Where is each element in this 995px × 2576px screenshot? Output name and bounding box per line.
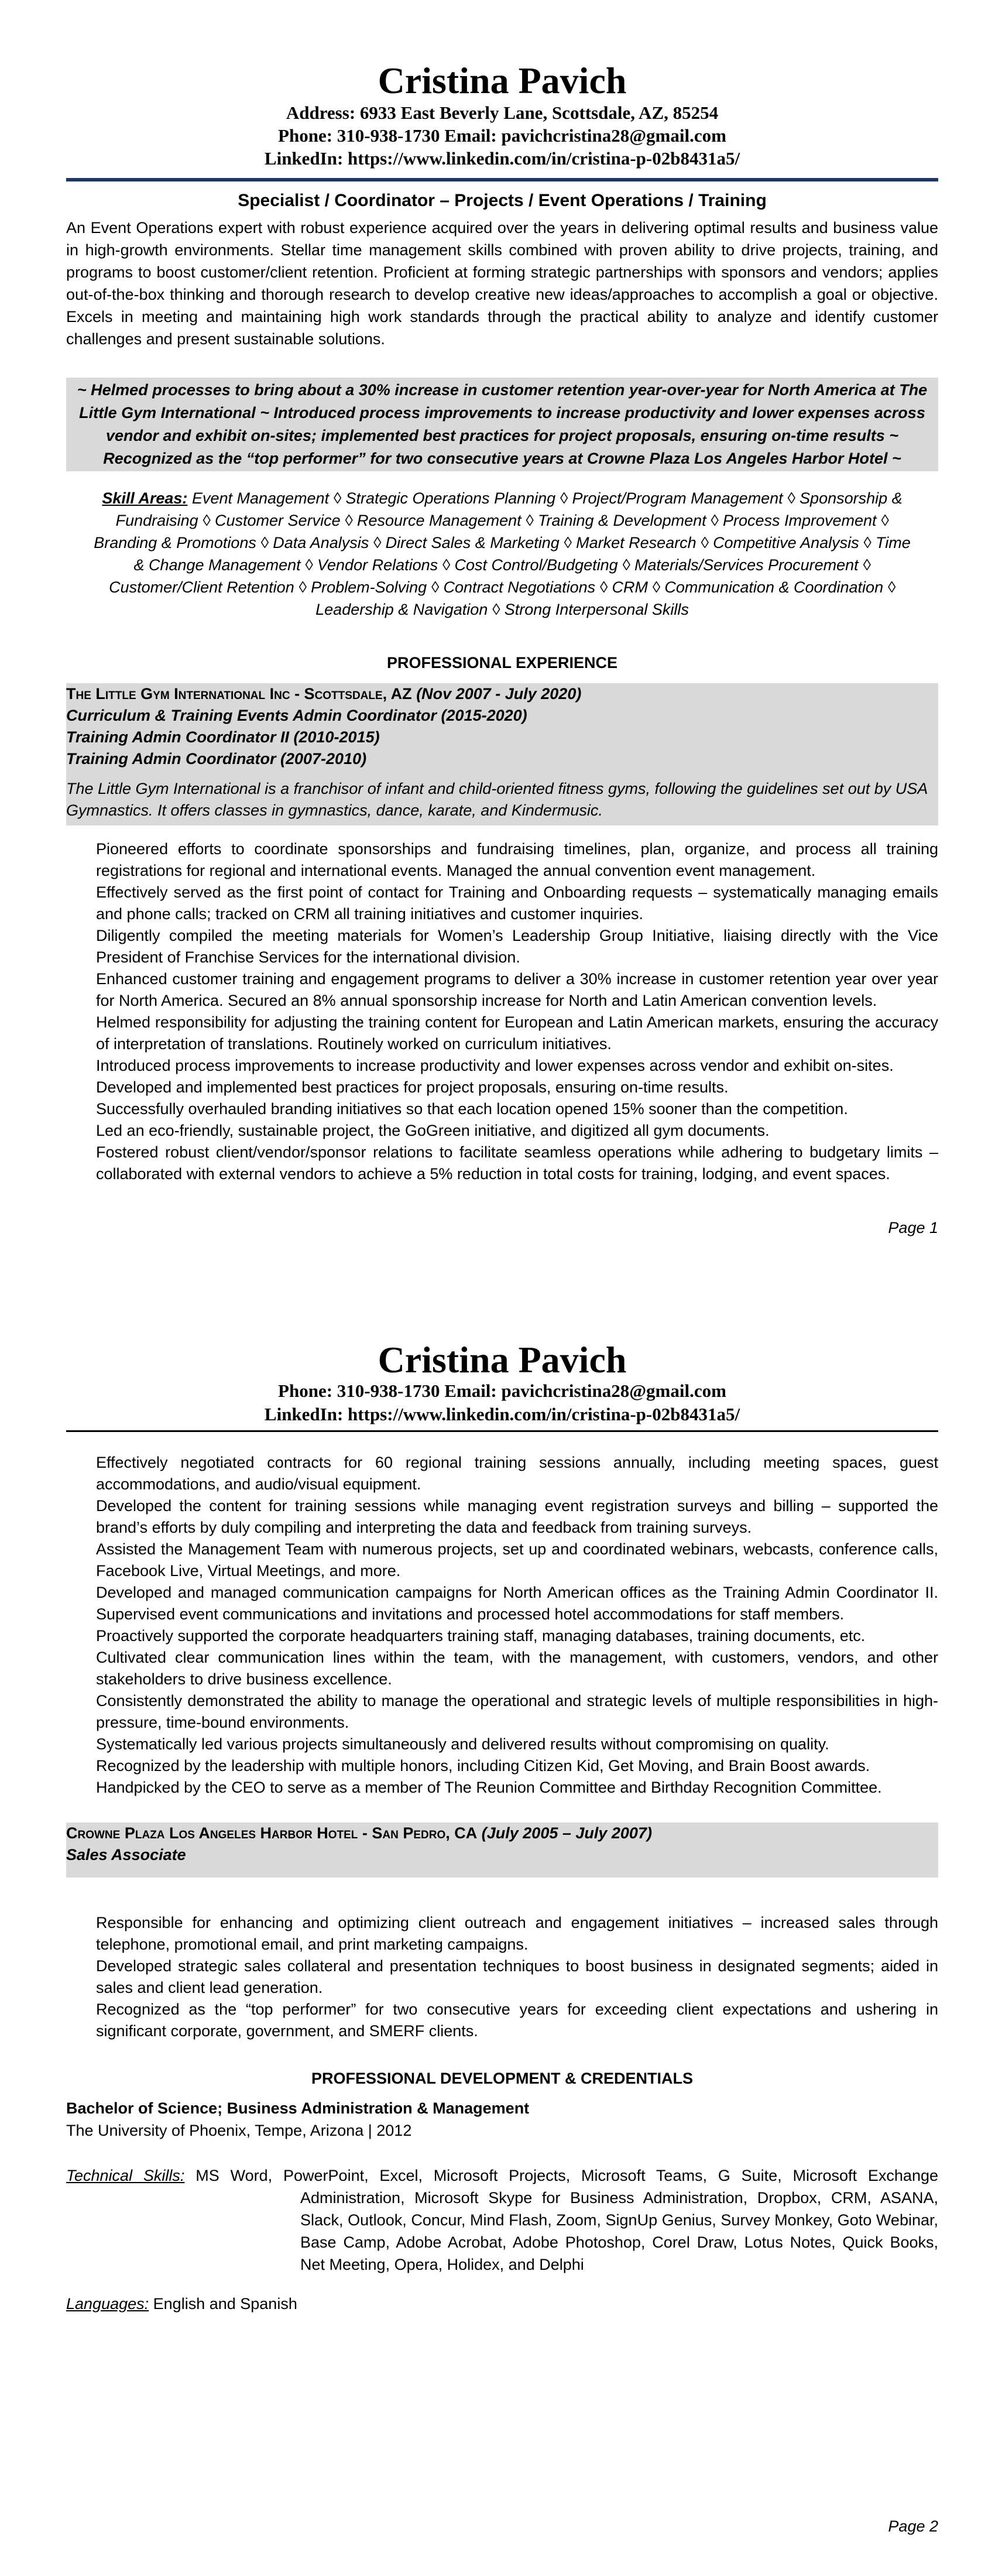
skill-separator: ◊ [427, 578, 444, 596]
job-role: Sales Associate [66, 1846, 186, 1864]
skill-separator: ◊ [521, 512, 538, 529]
bullet-item: Developed the content for training sessions while managing event registration surveys and billing – supported the brand’s efforts by duly compiling and interpreting the data and feedback from training surveys. [96, 1497, 938, 1536]
job-header-crowne-plaza [66, 1823, 938, 1878]
bullet-item: Led an eco-friendly, sustainable project, the GoGreen initiative, and digitized all gym documents. [96, 1122, 770, 1139]
skill-item: Strong Interpersonal Skills [504, 601, 689, 618]
bullet-item: Successfully overhauled branding initiatives so that each location opened 15% sooner than the competition. [96, 1100, 848, 1118]
languages [66, 2295, 938, 2313]
skill-item: CRM [612, 578, 649, 596]
job-role: Training Admin Coordinator II (2010-2015) [66, 728, 380, 746]
section-title-experience: PROFESSIONAL EXPERIENCE [386, 654, 618, 672]
bullet-item: Helmed responsibility for adjusting the training content for European and Latin American markets, ensuring the accuracy of interpretation of translations. Routinely worked on curriculum initiatives. [96, 1013, 938, 1053]
skill-separator: ◊ [294, 578, 311, 596]
section-title-development: PROFESSIONAL DEVELOPMENT & CREDENTIALS [311, 2070, 694, 2087]
skill-item: Training & Development [537, 512, 706, 529]
bullet-item: Enhanced customer training and engagement programs to deliver a 30% increase in customer retention year over year for North America. Secured an 8% annual sponsorship increase for North and Latin American convention levels. [96, 970, 938, 1009]
bullet-item: Assisted the Management Team with numerous projects, set up and coordinated webinars, webcasts, conference calls, Facebook Live, Virtual Meetings, and more. [96, 1540, 938, 1580]
skill-separator: ◊ [488, 601, 505, 618]
header-divider [66, 178, 938, 181]
skill-item: Customer/Client Retention [109, 578, 294, 596]
company: The Little Gym International Inc - Scottsdale, AZ [66, 685, 412, 703]
skill-item: Communication & Coordination [664, 578, 884, 596]
job-header-little-gym [66, 683, 938, 825]
phone-email: Phone: 310-938-1730 Email: pavichcristina28@gmail.com [278, 1381, 726, 1401]
skill-separator: ◊ [706, 512, 723, 529]
bullet-item: Developed strategic sales collateral and presentation techniques to boost business in designated segments; aided in sales and client lead generation. [96, 1957, 938, 1996]
bullet-item: Developed and implemented best practices for project proposals, ensuring on-time results. [96, 1078, 729, 1096]
skill-item: Event Management [191, 489, 330, 507]
skill-separator: ◊ [696, 534, 713, 551]
skill-item: Materials/Services Procurement [634, 556, 859, 574]
skill-item: Contract Negotiations [443, 578, 596, 596]
page-number: Page 1 [888, 1219, 938, 1236]
skill-item: Resource Management [356, 512, 521, 529]
bullet-item: Diligently compiled the meeting materials for Women’s Leadership Group Initiative, liaising directly with the Vice President of Franchise Services for the international division. [96, 927, 938, 966]
bullet-item: Proactively supported the corporate headquarters training staff, managing databases, training documents, etc. [96, 1627, 866, 1645]
bullets-little-gym-p1 [66, 838, 938, 1185]
linkedin: LinkedIn: https://www.linkedin.com/in/cristina-p-02b8431a5/ [264, 1404, 740, 1424]
skill-item: Cost Control/Budgeting [454, 556, 618, 574]
bullet-item: Effectively negotiated contracts for 60 regional training sessions annually, including meeting spaces, guest accommodations, and audio/visual equipment. [96, 1454, 938, 1493]
skill-list [94, 489, 911, 618]
bullet-item: Introduced process improvements to increase productivity and lower expenses across vendor and exhibit on-sites. [96, 1057, 894, 1074]
skill-item: Vendor Relations [317, 556, 438, 574]
skill-item: Direct Sales & Marketing [385, 534, 560, 551]
bullet-item: Systematically led various projects simultaneously and delivered results without compromising on quality. [96, 1735, 829, 1753]
languages-label: Languages: [66, 2295, 149, 2313]
skill-separator: ◊ [876, 512, 889, 529]
skill-separator: ◊ [595, 578, 612, 596]
job-dates: (Nov 2007 - July 2020) [416, 685, 582, 703]
technical-skills [66, 2164, 938, 2276]
skill-item: Customer Service [215, 512, 341, 529]
skill-separator: ◊ [369, 534, 386, 551]
address: Address: 6933 East Beverly Lane, Scottsdale, AZ, 85254 [286, 102, 719, 123]
technical-skills-list: MS Word, PowerPoint, Excel, Microsoft Projects, Microsoft Teams, G Suite, Microsoft Exchange Administration, Microsoft Skype for Business Administration, Dropbox, CRM, ASANA, Slack, Outlook, Concur, Mind Flash, Zoom, SignUp Genius, Survey Monkey, Goto Webinar, Base Camp, Adobe Acrobat, Adobe Photoshop, Corel Draw, Lotus Notes, Quick Books, Net Meeting, Opera, Holidex, and Delphi [195, 2167, 938, 2273]
skill-item: Process Improvement [722, 512, 877, 529]
skill-item: Market Research [576, 534, 696, 551]
skill-item: Branding & Promotions [94, 534, 256, 551]
linkedin: LinkedIn: https://www.linkedin.com/in/cristina-p-02b8431a5/ [264, 148, 740, 169]
skill-separator: ◊ [859, 534, 876, 551]
company: Crowne Plaza Los Angeles Harbor Hotel - San Pedro, CA [66, 1824, 478, 1842]
skill-item: Project/Program Management [572, 489, 783, 507]
skill-separator: ◊ [198, 512, 215, 529]
bullet-item: Effectively served as the first point of contact for Training and Onboarding requests – systematically managing emails and phone calls; tracked on CRM all training initiatives and customer inquiries. [96, 883, 938, 923]
skill-separator: ◊ [858, 556, 871, 574]
skill-item: Sponsorship & Fundraising [115, 489, 903, 529]
skill-separator: ◊ [883, 578, 896, 596]
job-role: Training Admin Coordinator (2007-2010) [66, 750, 367, 768]
skill-separator: ◊ [340, 512, 357, 529]
bullet-item: Fostered robust client/vendor/sponsor relations to facilitate seamless operations while adhering to budgetary limits – collaborated with external vendors to achieve a 5% reduction in total costs for training, lodging, and event spaces. [96, 1143, 938, 1183]
skill-separator: ◊ [300, 556, 318, 574]
skill-item: Strategic Operations Planning [345, 489, 556, 507]
languages-list: English and Spanish [153, 2295, 297, 2313]
school: The University of Phoenix, Tempe, Arizona | 2012 [66, 2122, 412, 2139]
skill-separator: ◊ [329, 489, 346, 507]
skill-item: Time & Change Management [133, 534, 911, 574]
skill-separator: ◊ [256, 534, 273, 551]
skill-separator: ◊ [783, 489, 800, 507]
job-role: Curriculum & Training Events Admin Coordinator (2015-2020) [66, 707, 527, 724]
skill-separator: ◊ [617, 556, 635, 574]
summary: An Event Operations expert with robust experience acquired over the years in delivering optimal results and business value in high-growth environments. Stellar time management skills combined with proven ability to drive projects, training, and programs to boost customer/client retention. Proficient at forming strategic partnerships with sponsors and vendors; applies out-of-the-box thinking and thorough research to develop creative new ideas/approaches to accomplish a goal or objective. Excels in meeting and maintaining high work standards through the practical ability to analyze and identify customer challenges and present sustainable solutions. [66, 219, 938, 348]
highlights-box: ~ Helmed processes to bring about a 30% increase in customer retention year-over-year for North America at The Little Gym International ~ Introduced process improvements to increase productivity and lower expenses across vendor and exhibit on-sites; implemented best practices for project proposals, ensuring on-time results ~ Recognized as the “top performer” for two consecutive years at Crowne Plaza Los Angeles Harbor Hotel ~ [66, 378, 938, 471]
skill-item: Problem-Solving [311, 578, 427, 596]
skill-areas [66, 487, 938, 621]
bullet-item: Recognized as the “top performer” for two consecutive years for exceeding client expectations and ushering in significant corporate, government, and SMERF clients. [96, 2000, 938, 2040]
bullets-crowne-plaza [66, 1912, 938, 2042]
skill-separator: ◊ [555, 489, 572, 507]
page-number: Page 2 [888, 2517, 938, 2535]
bullet-item: Responsible for enhancing and optimizing client outreach and engagement initiatives – increased sales through telephone, promotional email, and print marketing campaigns. [96, 1914, 938, 1953]
technical-skills-label: Technical Skills: [66, 2167, 185, 2184]
candidate-name: Cristina Pavich [378, 1339, 627, 1381]
header-divider [66, 1430, 938, 1432]
skill-areas-label: Skill Areas: [102, 489, 188, 507]
headline: Specialist / Coordinator – Projects / Event Operations / Training [238, 191, 767, 210]
degree: Bachelor of Science; Business Administration & Management [66, 2099, 530, 2117]
skill-separator: ◊ [438, 556, 455, 574]
job-dates: (July 2005 – July 2007) [481, 1824, 652, 1842]
bullet-item: Cultivated clear communication lines within the team, with the management, with customers, vendors, and other stakeholders to drive business excellence. [96, 1649, 938, 1688]
bullet-item: Pioneered efforts to coordinate sponsorships and fundraising timelines, plan, organize, and process all training registrations for regional and international events. Managed the annual convention event management. [96, 840, 938, 879]
candidate-name: Cristina Pavich [378, 60, 627, 101]
bullet-item: Developed and managed communication campaigns for North American offices as the Training Admin Coordinator II. Supervised event communications and invitations and processed hotel accommodations for staff members. [96, 1584, 938, 1623]
phone-email: Phone: 310-938-1730 Email: pavichcristina28@gmail.com [278, 125, 726, 146]
bullets-little-gym-p2 [66, 1452, 938, 1799]
skill-item: Data Analysis [273, 534, 369, 551]
bullet-item: Handpicked by the CEO to serve as a member of The Reunion Committee and Birthday Recognition Committee. [96, 1779, 882, 1796]
skill-separator: ◊ [648, 578, 665, 596]
bullet-item: Recognized by the leadership with multiple honors, including Citizen Kid, Get Moving, and Brain Boost awards. [96, 1757, 870, 1775]
skill-item: Competitive Analysis [713, 534, 859, 551]
skill-item: Leadership & Navigation [315, 601, 488, 618]
company-description: The Little Gym International is a franchisor of infant and child-oriented fitness gyms, following the guidelines set out by USA Gymnastics. It offers classes in gymnastics, dance, karate, and Kindermusic. [66, 780, 928, 819]
bullet-item: Consistently demonstrated the ability to manage the operational and strategic levels of multiple responsibilities in high-pressure, time-bound environments. [96, 1692, 938, 1731]
skill-separator: ◊ [559, 534, 577, 551]
